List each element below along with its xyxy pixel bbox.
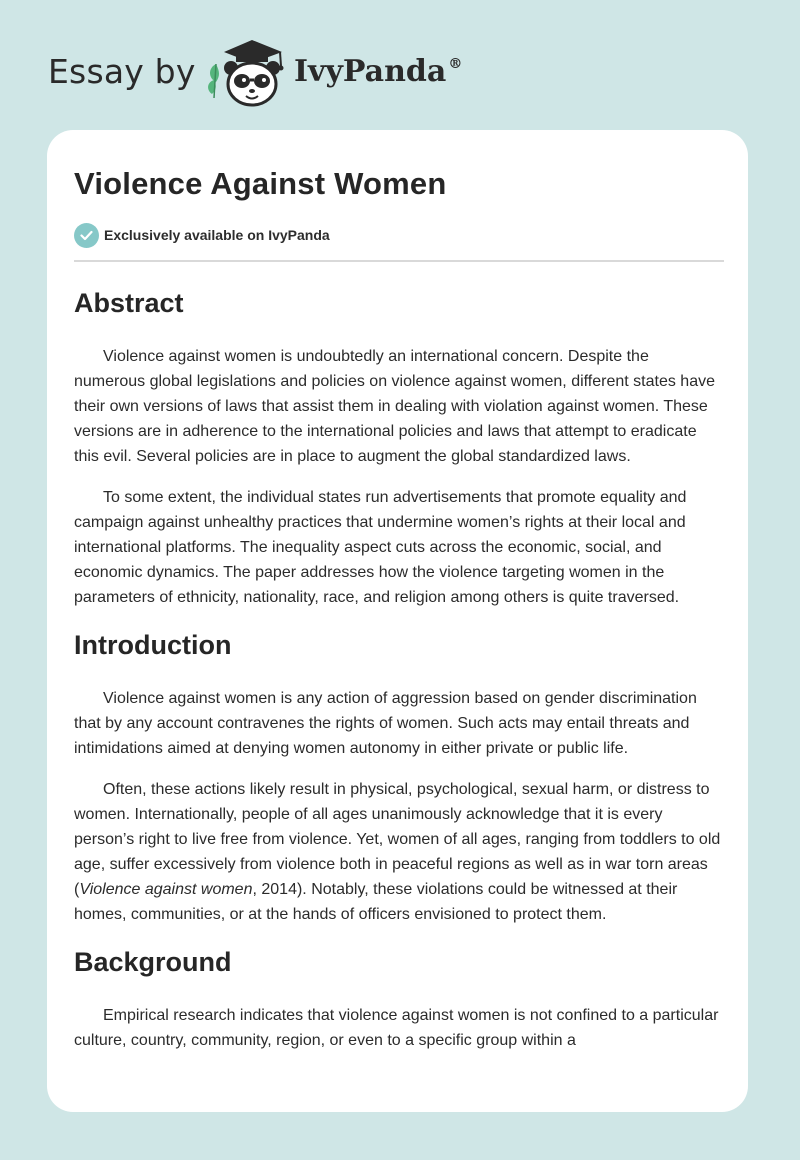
paragraph: Empirical research indicates that violence against women is not confined to a particular culture, country, community, region, or even to a specific group within a (74, 1007, 719, 1049)
section-heading-introduction: Introduction (74, 630, 232, 660)
section-heading-background: Background (74, 947, 232, 977)
check-icon (74, 223, 99, 248)
section-heading-abstract: Abstract (74, 288, 184, 318)
exclusive-label: Exclusively available on IvyPanda (104, 227, 330, 243)
brand-text: IvyPanda (294, 54, 447, 89)
paragraph: To some extent, the individual states run advertisements that promote equality and campaign against unhealthy practices that undermine women’s rights at their local and international platforms. The inequality aspect cuts across the economic, social, and economic dynamics. The paper addresses how the violence targeting women in the parameters of ethnicity, nationality, race, and religion among others is quite traversed. (74, 489, 687, 606)
essay-content (74, 164, 724, 1053)
divider (74, 260, 724, 262)
paragraph-text: , 2014). Notably, these violations could be witnessed at their homes, communities, or at the hands of officers envisioned to protect them. (74, 881, 678, 923)
paragraph: Violence against women is undoubtedly an international concern. Despite the numerous global legislations and policies on violence against women, different states have their own versions of laws that assist them in dealing with violation against women. These versions are in adherence to the international policies and laws that attempt to eradicate this evil. Several policies are in place to augment the global standardized laws. (74, 348, 715, 465)
panda-logo-icon[interactable] (204, 38, 288, 110)
citation-title: Violence against women (79, 881, 253, 898)
essay-by-label: Essay by (48, 52, 196, 91)
site-header (48, 38, 748, 108)
registered-mark: ® (448, 56, 463, 72)
paragraph-text: Often, these actions likely result in physical, psychological, sexual harm, or distress to women. Internationally, people of all ages unanimously acknowledge that it is every person’s right to live free from violence. Yet, women of all ages, ranging from toddlers to old age, suffer excessively from violence both in peaceful regions as well as in war torn areas ( (74, 781, 721, 898)
exclusive-badge (74, 222, 724, 248)
essay-card (47, 130, 748, 1112)
paragraph-with-citation (74, 777, 724, 927)
page-title: Violence Against Women (74, 166, 447, 201)
paragraph: Violence against women is any action of aggression based on gender discrimination that by any account contravenes the rights of women. Such acts may entail threats and intimidations aimed at denying women autonomy in either private or public life. (74, 690, 697, 757)
brand-name[interactable] (294, 54, 462, 89)
